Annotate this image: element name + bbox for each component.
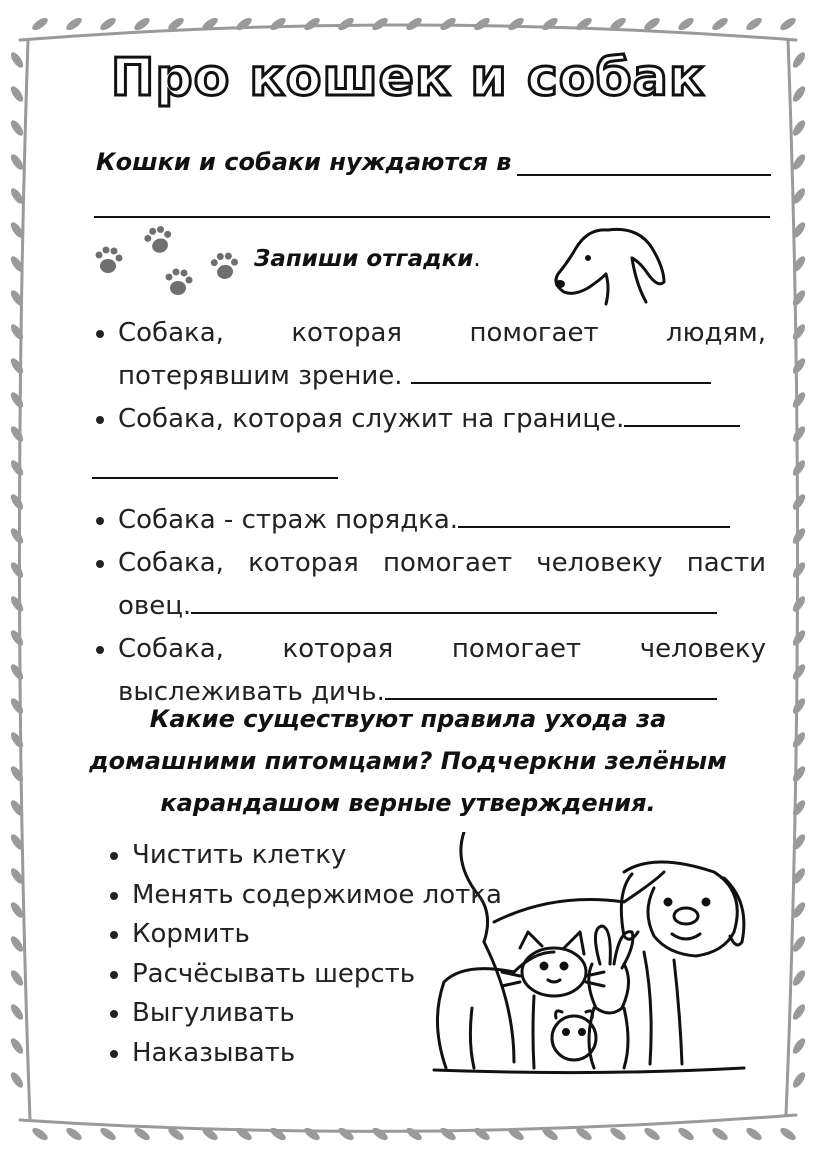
care-item[interactable]: • Менять содержимое лотка xyxy=(132,876,502,916)
vine-leaf xyxy=(64,1126,83,1143)
riddle-text: Собака - страж порядка. xyxy=(118,505,459,535)
vine-leaf xyxy=(710,1126,729,1143)
vine-leaf xyxy=(64,16,83,33)
vine-leaf xyxy=(778,1126,797,1143)
answer-line[interactable] xyxy=(517,148,771,176)
vine-leaf xyxy=(676,1126,695,1143)
vine-leaf xyxy=(791,322,808,341)
vine-leaf xyxy=(302,16,321,33)
vine-leaf xyxy=(268,1126,287,1143)
vine-leaf xyxy=(791,1070,808,1089)
vine-leaf xyxy=(791,356,808,375)
question-2-line: карандашом верные утверждения. xyxy=(160,789,656,817)
question-1 xyxy=(96,148,771,176)
vine-leaf xyxy=(710,16,729,33)
riddle-item xyxy=(118,542,766,628)
vine-leaf xyxy=(98,1126,117,1143)
vine-leaf xyxy=(132,16,151,33)
vine-leaf xyxy=(791,696,808,715)
vine-leaf xyxy=(791,594,808,613)
answer-blank[interactable] xyxy=(385,676,717,700)
vine-leaf xyxy=(791,458,808,477)
vine-leaf xyxy=(506,16,525,33)
riddle-item xyxy=(118,499,766,542)
vine-leaf xyxy=(9,458,26,477)
vine-leaf xyxy=(404,1126,423,1143)
vine-leaf xyxy=(791,390,808,409)
question-2 xyxy=(40,698,776,824)
vine-leaf xyxy=(791,628,808,647)
vine-leaf xyxy=(676,16,695,33)
vine-leaf xyxy=(9,492,26,511)
vine-leaf xyxy=(9,730,26,749)
answer-blank[interactable] xyxy=(92,455,338,479)
care-item[interactable]: • Чистить клетку xyxy=(132,836,502,876)
vine-leaf xyxy=(744,16,763,33)
vine-leaf xyxy=(9,560,26,579)
hint-text xyxy=(254,246,481,272)
vine-leaf xyxy=(472,1126,491,1143)
care-list xyxy=(104,836,502,1073)
dog-head-icon xyxy=(548,218,678,308)
question-2-line: Какие существуют правила ухода за xyxy=(149,705,667,733)
vine-leaf xyxy=(744,1126,763,1143)
vine-leaf xyxy=(472,16,491,33)
care-item[interactable]: • Расчёсывать шерсть xyxy=(132,955,502,995)
vine-leaf xyxy=(9,696,26,715)
vine-leaf xyxy=(9,968,26,987)
riddle-item xyxy=(118,398,766,493)
vine-leaf xyxy=(370,1126,389,1143)
vine-leaf xyxy=(791,424,808,443)
vine-leaf xyxy=(9,390,26,409)
vine-leaf xyxy=(9,1070,26,1089)
vine-leaf xyxy=(234,16,253,33)
answer-blank[interactable] xyxy=(191,590,717,614)
vine-leaf xyxy=(9,118,26,137)
vine-leaf xyxy=(9,764,26,783)
vine-leaf xyxy=(791,1036,808,1055)
vine-leaf xyxy=(30,16,49,33)
riddle-item xyxy=(118,312,766,398)
answer-blank[interactable] xyxy=(411,360,711,384)
vine-leaf xyxy=(336,1126,355,1143)
riddle-text: Собака, которая помогает людям, потерявшим зрение. xyxy=(118,318,766,391)
riddle-text: Собака, которая служит на границе. xyxy=(118,404,625,434)
care-item[interactable]: • Выгуливать xyxy=(132,994,502,1034)
vine-leaf xyxy=(791,1002,808,1021)
vine-leaf xyxy=(9,1036,26,1055)
page-title: Про кошек и собак xyxy=(110,48,706,108)
care-item[interactable]: • Кормить xyxy=(132,915,502,955)
riddle-text: Собака, которая помогает человеку выслеживать дичь. xyxy=(118,634,766,707)
hint-label: Запиши отгадки xyxy=(254,246,474,272)
vine-leaf xyxy=(608,1126,627,1143)
vine-leaf xyxy=(98,16,117,33)
vine-leaf xyxy=(9,594,26,613)
paw-print-icon xyxy=(209,250,240,281)
vine-leaf xyxy=(234,1126,253,1143)
vine-leaf xyxy=(791,492,808,511)
hint-dot: . xyxy=(473,246,481,272)
vine-leaf xyxy=(9,424,26,443)
vine-leaf xyxy=(438,1126,457,1143)
vine-leaf xyxy=(791,798,808,817)
vine-leaf xyxy=(791,288,808,307)
riddle-text: Собака, которая помогает человеку пасти овец. xyxy=(118,548,766,621)
vine-leaf xyxy=(791,968,808,987)
vine-leaf xyxy=(9,356,26,375)
paw-print-icon xyxy=(96,247,123,274)
vine-leaf xyxy=(791,764,808,783)
vine-leaf xyxy=(791,730,808,749)
vine-leaf xyxy=(9,322,26,341)
riddle-list xyxy=(88,312,766,714)
answer-blank[interactable] xyxy=(624,403,740,427)
vine-leaf xyxy=(540,16,559,33)
vine-leaf xyxy=(791,662,808,681)
vine-leaf xyxy=(30,1126,49,1143)
question-2-line: домашними питомцами? Подчеркни зелёным xyxy=(89,747,727,775)
paw-prints xyxy=(86,218,256,308)
vine-leaf xyxy=(9,628,26,647)
paw-print-icon xyxy=(166,269,193,296)
vine-leaf xyxy=(791,118,808,137)
vine-leaf xyxy=(302,1126,321,1143)
paw-print-icon xyxy=(142,222,176,256)
vine-leaf xyxy=(268,16,287,33)
question-1-text: Кошки и собаки нуждаются в xyxy=(96,148,512,176)
vine-leaf xyxy=(778,16,797,33)
vine-leaf xyxy=(9,526,26,545)
vine-leaf xyxy=(9,1002,26,1021)
vine-leaf xyxy=(642,1126,661,1143)
vine-leaf xyxy=(9,662,26,681)
care-item[interactable]: • Наказывать xyxy=(132,1034,502,1074)
answer-blank[interactable] xyxy=(458,504,730,528)
